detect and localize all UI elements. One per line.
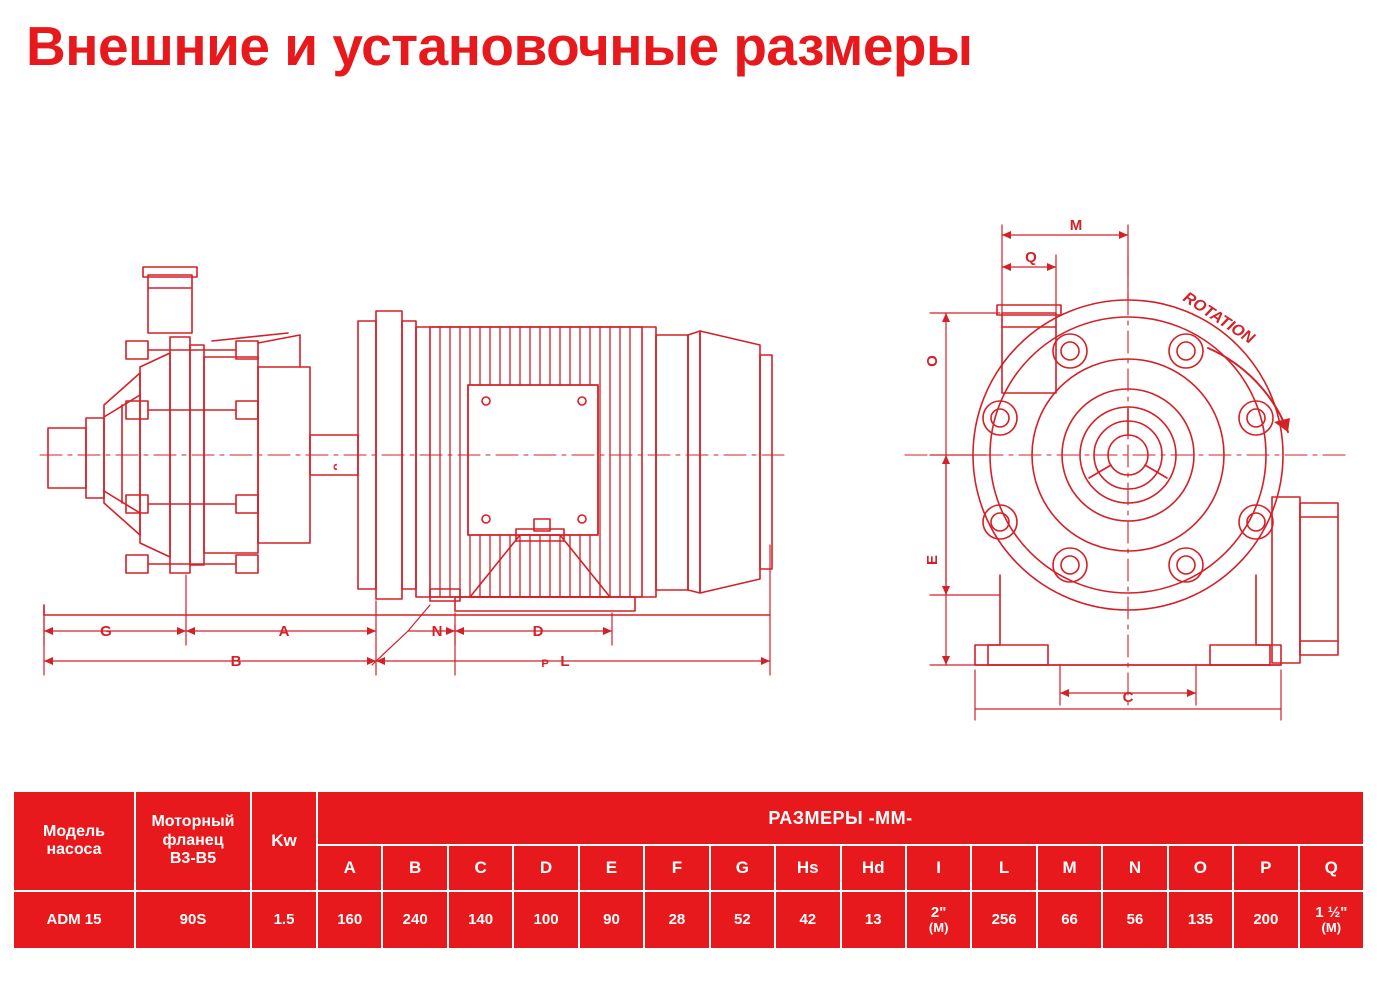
- label-Q: Q: [1025, 249, 1037, 266]
- col-head-G: G: [710, 845, 775, 891]
- col-head-P: P: [1233, 845, 1298, 891]
- cell-model: ADM 15: [13, 891, 135, 949]
- col-head-L: L: [971, 845, 1036, 891]
- col-head-A: A: [317, 845, 382, 891]
- label-N: N: [431, 623, 443, 640]
- cell-N: 56: [1102, 891, 1167, 949]
- cell-P: 200: [1233, 891, 1298, 949]
- cell-M: 66: [1037, 891, 1102, 949]
- cell-L: 256: [971, 891, 1036, 949]
- cell-I-main: 2": [930, 903, 947, 921]
- header-dimensions: РАЗМЕРЫ -ММ-: [317, 791, 1364, 845]
- label-A: A: [278, 623, 290, 640]
- technical-drawing: [0, 105, 1377, 765]
- col-head-D: D: [513, 845, 578, 891]
- label-G: G: [100, 623, 112, 640]
- header-kw: Kw: [251, 791, 317, 891]
- header-flange-line2: фланец: [162, 831, 224, 849]
- col-head-N: N: [1102, 845, 1167, 891]
- page-title: Внешние и установочные размеры: [26, 15, 973, 77]
- label-rotation: ROTATION: [1179, 289, 1258, 348]
- label-M: M: [1069, 217, 1083, 234]
- cell-flange: 90S: [135, 891, 251, 949]
- label-C: C: [1122, 689, 1134, 706]
- cell-D: 100: [513, 891, 578, 949]
- col-head-M: M: [1037, 845, 1102, 891]
- cell-I: [906, 891, 971, 949]
- drawing-svg: [0, 105, 1377, 765]
- col-head-F: F: [644, 845, 709, 891]
- cell-B: 240: [382, 891, 447, 949]
- cell-F: 28: [644, 891, 709, 949]
- header-motor-flange: [135, 791, 251, 891]
- cell-kw: 1.5: [251, 891, 317, 949]
- label-P: P: [541, 658, 549, 670]
- cell-G: 52: [710, 891, 775, 949]
- label-D: D: [532, 623, 544, 640]
- label-L: L: [560, 653, 570, 670]
- header-flange-line1: Моторный: [151, 813, 235, 831]
- header-flange-line3: B3-B5: [169, 850, 217, 868]
- col-head-B: B: [382, 845, 447, 891]
- cell-A: 160: [317, 891, 382, 949]
- header-model-line2: насоса: [46, 841, 102, 858]
- table-header-row-1: [13, 791, 1364, 845]
- col-head-E: E: [579, 845, 644, 891]
- cell-Q: [1299, 891, 1364, 949]
- cell-I-sub: (M): [928, 920, 949, 936]
- label-O: O: [924, 355, 941, 367]
- cell-O: 135: [1168, 891, 1233, 949]
- header-model: [13, 791, 135, 891]
- cell-E: 90: [579, 891, 644, 949]
- header-model-line1: Модель: [43, 822, 105, 840]
- cell-Hd: 13: [841, 891, 906, 949]
- col-head-C: C: [448, 845, 513, 891]
- table-row: [13, 891, 1364, 949]
- label-E: E: [924, 554, 941, 566]
- dimensions-table: [12, 790, 1365, 950]
- label-center: ᴖ: [329, 463, 343, 471]
- cell-C: 140: [448, 891, 513, 949]
- col-head-I: I: [906, 845, 971, 891]
- col-head-Hs: Hs: [775, 845, 840, 891]
- col-head-Q: Q: [1299, 845, 1364, 891]
- cell-Q-main: 1 ½": [1315, 903, 1348, 921]
- col-head-O: O: [1168, 845, 1233, 891]
- col-head-Hd: Hd: [841, 845, 906, 891]
- label-B: B: [230, 653, 242, 670]
- cell-Q-sub: (M): [1321, 920, 1342, 936]
- cell-Hs: 42: [775, 891, 840, 949]
